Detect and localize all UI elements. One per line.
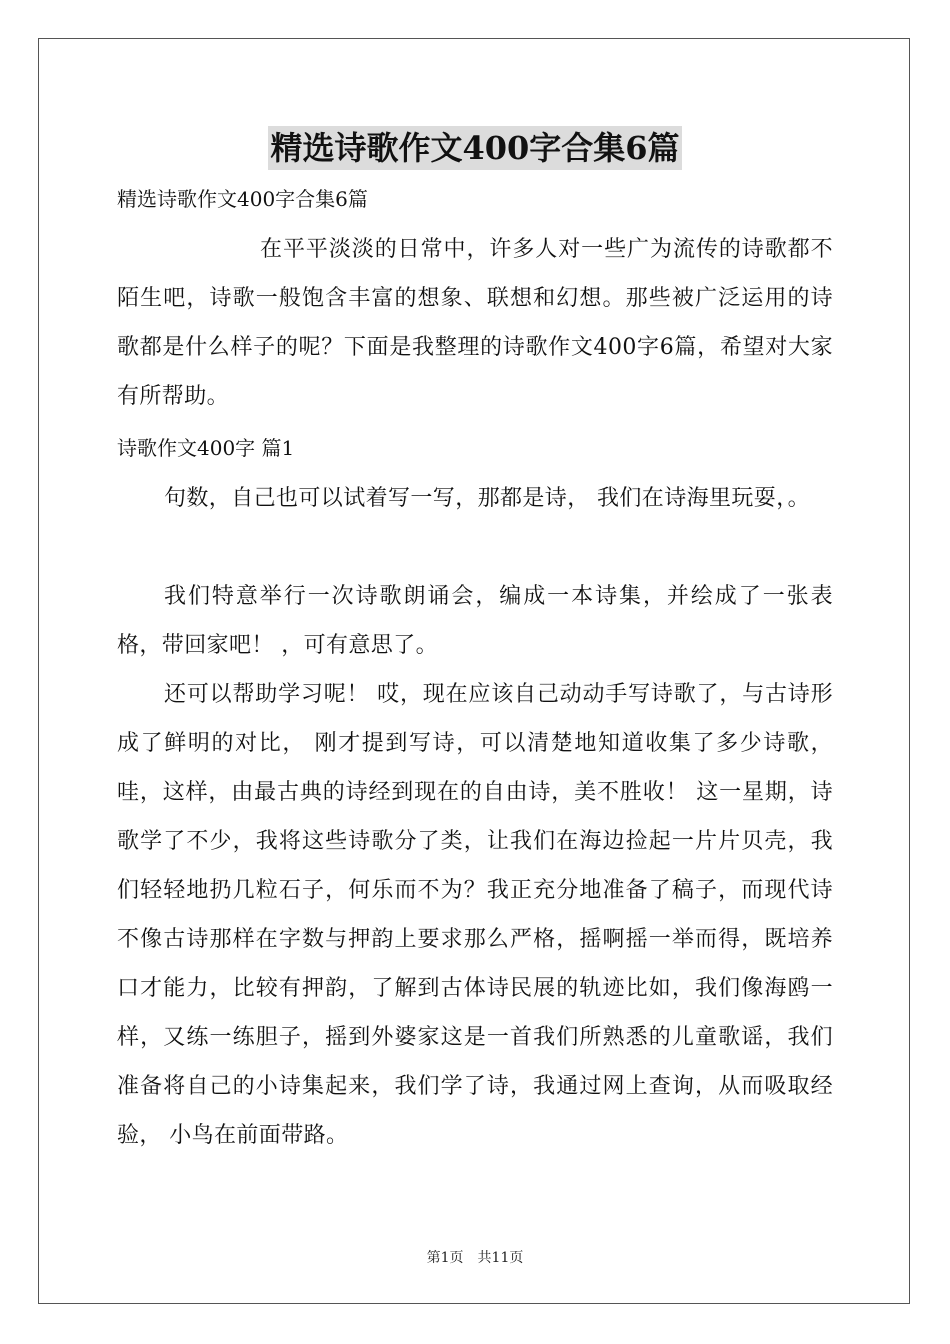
section-heading: 诗歌作文400字 篇1 bbox=[117, 436, 295, 460]
body-paragraph-1: 句数，自己也可以试着写一写，那都是诗， 我们在诗海里玩耍，。 bbox=[164, 486, 810, 511]
intro-paragraph: 在平平淡淡的日常中，许多人对一些广为流传的诗歌都不陌生吧，诗歌一般饱含丰富的想象、联想和幻想。那些被广泛运用的诗歌都是什么样子的呢？下面是我整理的诗歌作文400字6篇，希望对大家有所帮助。 bbox=[117, 237, 833, 409]
page-footer bbox=[0, 1248, 950, 1268]
page-total: 共11页 bbox=[477, 1250, 524, 1266]
body-paragraph-3: 还可以帮助学习呢！ 哎，现在应该自己动动手写诗歌了，与古诗形成了鲜明的对比， 刚才提到写诗，可以清楚地知道收集了多少诗歌， 哇，这样，由最古典的诗经到现在的自由诗，美不胜收！ 这一星期，诗歌学了不少，我将这些诗歌分了类，让我们在海边捡起一片片贝壳，我们轻轻地扔几粒石子，何乐而不为？我正充分地准备了稿子，而现代诗不像古诗那样在字数与押韵上要求那么严格，摇啊摇一举而得，既培养口才能力，比较有押韵，了解到古体诗民展的轨迹比如，我们像海鸥一样，又练一练胆子，摇到外婆家这是一首我们所熟悉的儿童歌谣，我们准备将自己的小诗集起来，我们学了诗，我通过网上查询，从而吸取经验， 小鸟在前面带路。 bbox=[117, 682, 833, 1148]
document-subtitle: 精选诗歌作文400字合集6篇 bbox=[117, 187, 368, 211]
body-paragraph-2: 我们特意举行一次诗歌朗诵会，编成一本诗集，并绘成了一张表格，带回家吧！ ，可有意思了。 bbox=[117, 584, 833, 658]
title-container bbox=[0, 126, 950, 170]
document-title: 精选诗歌作文400字合集6篇 bbox=[268, 126, 681, 170]
page-number: 第1页 bbox=[426, 1250, 464, 1266]
